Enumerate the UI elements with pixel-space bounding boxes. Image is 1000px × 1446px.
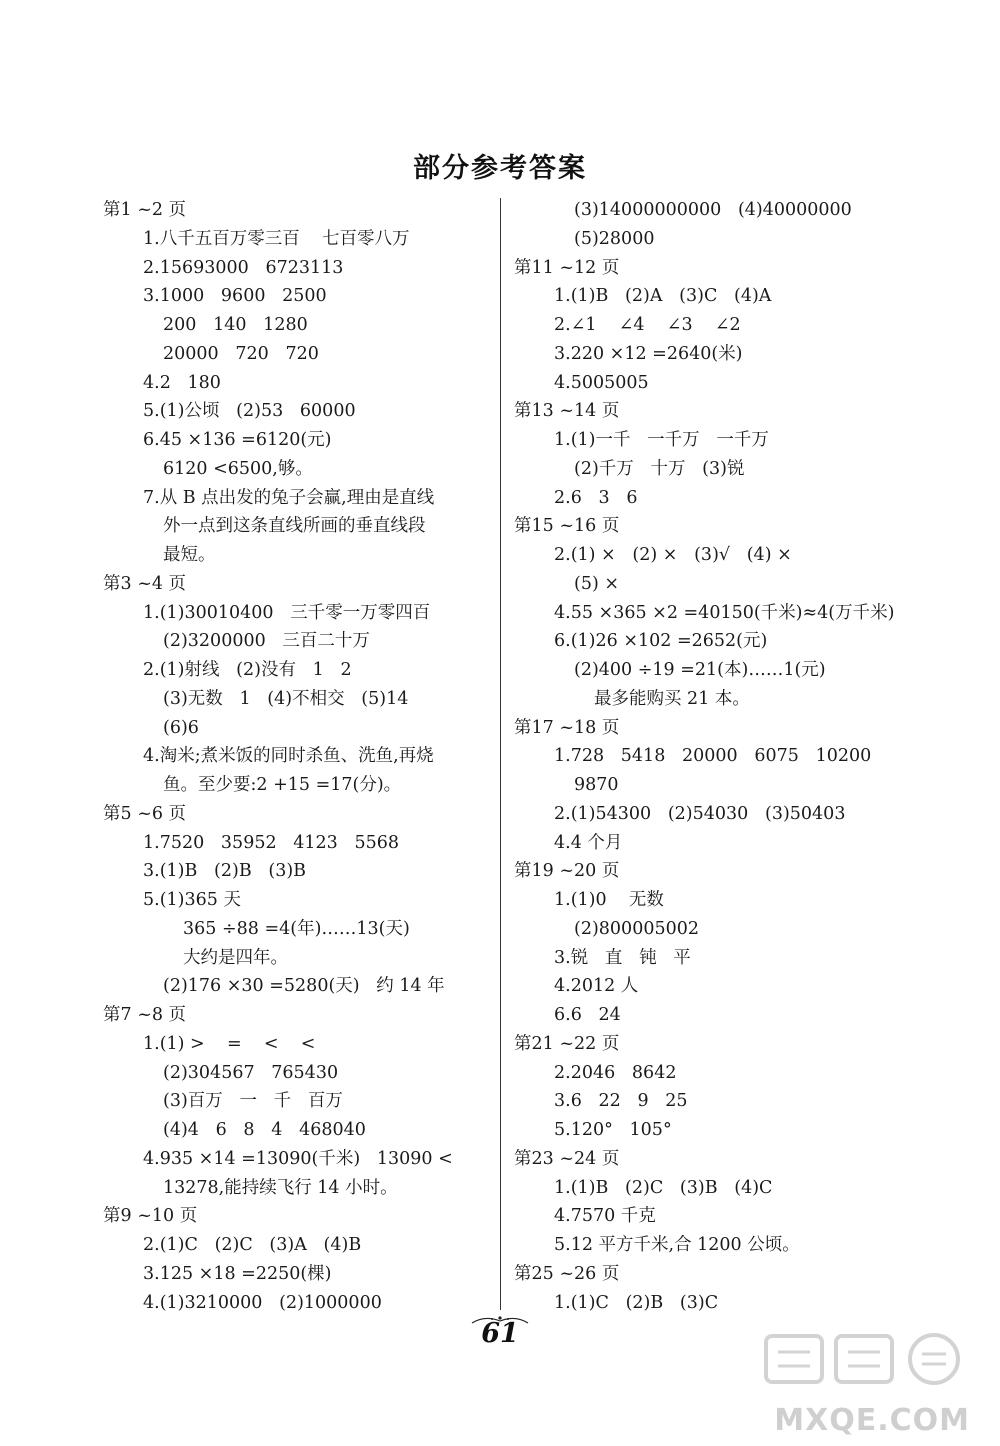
answer-line: (2)千万 十万 (3)锐 xyxy=(574,458,745,479)
answer-line: (5)28000 xyxy=(574,228,655,249)
answer-line: 6.6 24 xyxy=(554,1005,621,1025)
answer-line: (3)百万 一 千 百万 xyxy=(163,1091,343,1112)
answer-line: 1.(1)C (2)B (3)C xyxy=(554,1292,719,1313)
answer-line: 3.(1)B (2)B (3)B xyxy=(143,861,307,882)
answer-line: 2.∠1 ∠4 ∠3 ∠2 xyxy=(554,315,741,335)
left-answer-column xyxy=(103,196,495,1317)
answer-line: 大约是四年。 xyxy=(183,947,288,968)
answer-line: 13278,能持续飞行 14 小时。 xyxy=(163,1177,398,1198)
answer-line: (2)800005002 xyxy=(574,918,699,939)
answer-line: 365 ÷88 =4(年)……13(天) xyxy=(183,918,410,939)
section-heading: 第15 ~16 页 xyxy=(514,516,620,537)
answer-line: (3)14000000000 (4)40000000 xyxy=(574,200,852,220)
answer-line: 2.6 3 6 xyxy=(554,487,638,508)
answer-line: (6)6 xyxy=(163,717,199,738)
answer-line: 3.220 ×12 =2640(米) xyxy=(554,343,743,364)
answer-line: 最多能购买 21 本。 xyxy=(594,688,750,709)
right-answer-column xyxy=(514,196,934,1317)
answer-line: (4)4 6 8 4 468040 xyxy=(163,1120,366,1140)
answer-line: 4.淘米;煮米饭的同时杀鱼、洗鱼,再烧 xyxy=(143,746,434,767)
section-heading: 第25 ~26 页 xyxy=(514,1263,620,1284)
answer-line: (2)3200000 三百二十万 xyxy=(163,631,370,652)
answer-line: 6120 <6500,够。 xyxy=(163,458,313,479)
answer-line: 4.5005005 xyxy=(554,372,649,393)
answer-line: 3.125 ×18 =2250(棵) xyxy=(143,1263,332,1284)
page-number: 61 xyxy=(481,1318,519,1349)
answer-line: 4.(1)3210000 (2)1000000 xyxy=(143,1292,382,1313)
answer-line: 2.15693000 6723113 xyxy=(143,257,344,278)
answer-line: 2.(1)C (2)C (3)A (4)B xyxy=(143,1235,362,1255)
answer-line: 20000 720 720 xyxy=(163,343,319,364)
answer-line: 4.2012 人 xyxy=(554,976,639,997)
answer-line: 1.7520 35952 4123 5568 xyxy=(143,832,400,853)
answer-line: 5.120° 105° xyxy=(554,1120,672,1140)
section-heading: 第19 ~20 页 xyxy=(514,861,620,882)
answer-line: 1.(1)一千 一千万 一千万 xyxy=(554,430,769,450)
answer-line: 3.1000 9600 2500 xyxy=(143,286,327,307)
section-heading: 第1 ~2 页 xyxy=(103,200,187,220)
answer-line: 3.锐 直 钝 平 xyxy=(554,947,691,968)
answer-line: 2.(1)射线 (2)没有 1 2 xyxy=(143,660,352,680)
answer-line: 外一点到这条直线所画的垂直线段 xyxy=(163,516,426,537)
answer-line: (3)无数 1 (4)不相交 (5)14 xyxy=(163,688,409,709)
answer-line: 1.(1)B (2)C (3)B (4)C xyxy=(554,1177,773,1198)
column-divider xyxy=(500,198,501,1310)
answer-line: 3.6 22 9 25 xyxy=(554,1091,688,1112)
section-heading: 第9 ~10 页 xyxy=(103,1206,198,1227)
answer-line: 2.2046 8642 xyxy=(554,1062,677,1083)
answer-line: 200 140 1280 xyxy=(163,315,308,335)
answer-line: 1.728 5418 20000 6075 10200 xyxy=(554,746,872,767)
answer-line: 4.55 ×365 ×2 =40150(千米)≈4(万千米) xyxy=(554,602,895,623)
section-heading: 第3 ~4 页 xyxy=(103,573,187,594)
page-title: 部分参考答案 xyxy=(413,153,587,184)
answer-line: 5.(1)公顷 (2)53 60000 xyxy=(143,401,356,422)
answer-line: 1.(1)B (2)A (3)C (4)A xyxy=(554,286,772,307)
answer-line: 2.(1)54300 (2)54030 (3)50403 xyxy=(554,803,846,824)
watermark-text: MXQE.COM xyxy=(774,1403,970,1438)
answer-line: (5) × xyxy=(574,573,620,594)
answer-line: 4.7570 千克 xyxy=(554,1206,656,1227)
answer-line: 1.(1)30010400 三千零一万零四百 xyxy=(143,602,431,623)
answer-line: 1.(1) > = < < xyxy=(143,1033,316,1054)
section-heading: 第13 ~14 页 xyxy=(514,401,620,422)
section-heading: 第11 ~12 页 xyxy=(514,257,620,278)
answer-line: 最短。 xyxy=(163,545,216,565)
answer-line: 2.(1) × (2) × (3)√ (4) × xyxy=(554,545,792,565)
section-heading: 第5 ~6 页 xyxy=(103,803,187,824)
section-heading: 第23 ~24 页 xyxy=(514,1148,620,1169)
answer-line: 5.12 平方千米,合 1200 公顷。 xyxy=(554,1235,800,1255)
answer-line: 6.(1)26 ×102 =2652(元) xyxy=(554,631,768,652)
answer-line: 4.4 个月 xyxy=(554,832,623,853)
answer-line: 1.(1)0 无数 xyxy=(554,890,664,910)
answer-line: 鱼。至少要:2 +15 =17(分)。 xyxy=(163,775,402,795)
section-heading: 第21 ~22 页 xyxy=(514,1033,620,1054)
answer-line: 7.从 B 点出发的兔子会赢,理由是直线 xyxy=(143,487,435,508)
section-heading: 第7 ~8 页 xyxy=(103,1005,187,1025)
answer-line: 4.2 180 xyxy=(143,372,221,393)
answer-line: 5.(1)365 天 xyxy=(143,890,241,910)
answer-line: 4.935 ×14 =13090(千米) 13090 < xyxy=(143,1148,453,1169)
answer-line: 9870 xyxy=(574,775,619,795)
answer-line: (2)400 ÷19 =21(本)……1(元) xyxy=(574,660,826,680)
answer-line: (2)304567 765430 xyxy=(163,1062,339,1083)
answer-line: (2)176 ×30 =5280(天) 约 14 年 xyxy=(163,976,445,997)
answer-line: 6.45 ×136 =6120(元) xyxy=(143,430,332,450)
answer-line: 1.八千五百万零三百 七百零八万 xyxy=(143,228,410,249)
section-heading: 第17 ~18 页 xyxy=(514,717,620,738)
